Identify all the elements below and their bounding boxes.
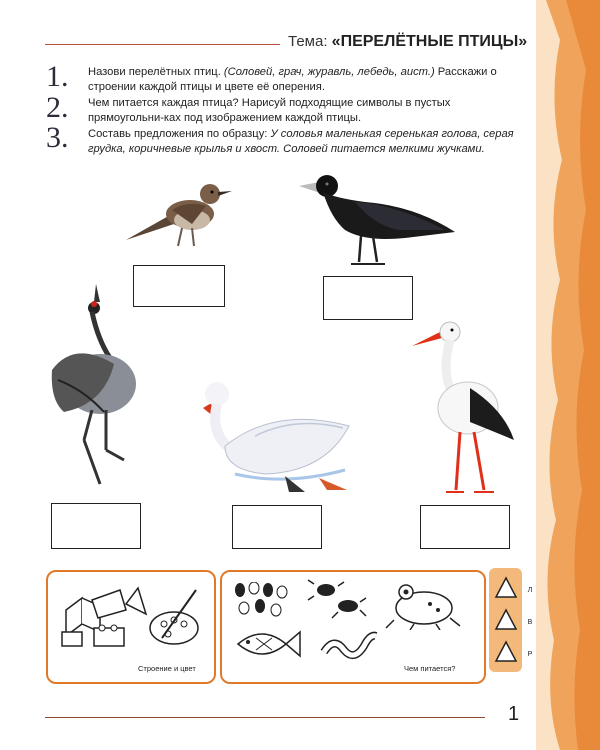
task-text-1 [88, 65, 528, 95]
frog-icon [384, 580, 462, 630]
topic-label: Тема: [288, 33, 328, 50]
structure-color-panel [46, 570, 216, 684]
worm-icon [320, 626, 380, 662]
triangle-v [494, 608, 533, 632]
task-number-2: 2. [46, 91, 69, 124]
task-number-3: 3. [46, 121, 69, 154]
task-1-part-a: Назови перелётных птиц. [88, 66, 224, 78]
task-number-1: 1. [46, 60, 69, 93]
answer-box-swan[interactable] [232, 505, 322, 549]
answer-box-rook[interactable] [323, 276, 413, 320]
rook-icon [295, 172, 460, 268]
triangle-letter-l: Л [527, 587, 533, 594]
crane-icon [44, 280, 150, 490]
task-text-2 [88, 96, 528, 126]
triangle-icon [494, 608, 518, 632]
page-title [288, 33, 527, 51]
sound-triangles [489, 568, 533, 672]
task-1-part-b: Расскажи о строении каждой птицы и цвете её оперения. [88, 66, 497, 93]
answer-box-crane[interactable] [51, 503, 141, 549]
triangle-r [494, 640, 533, 664]
task-1-italic: (Соловей, грач, журавль, лебедь, аист.) [223, 66, 435, 78]
triangle-icon [494, 640, 518, 664]
structure-color-caption: Строение и цвет [138, 664, 196, 673]
header-rule [45, 44, 280, 45]
paint-palette-icon [146, 588, 206, 650]
stork-icon [410, 318, 520, 498]
food-panel [220, 570, 486, 684]
page-number: 1 [508, 703, 520, 725]
task-text-3 [88, 127, 528, 157]
triangle-letter-r: Р [527, 651, 533, 658]
seeds-icon [232, 582, 294, 618]
task-3-italic: У соловья маленькая серенькая голова, серая грудка, коричневые крылья и хвост. Соловей питается мелкими жучками. [88, 128, 514, 155]
fish-icon [232, 624, 302, 662]
nightingale-icon [122, 172, 234, 252]
decorative-stripe [536, 0, 600, 750]
beetle-icon [304, 578, 368, 620]
task-3-part-a: Составь предложения по образцу: [88, 128, 271, 140]
food-caption: Чем питается? [404, 664, 456, 673]
task-2-part-a: Чем питается каждая птица? Нарисуй подходящие символы в пустых прямоугольни-ках под изображением каждой птицы. [88, 97, 451, 124]
triangle-icon [494, 576, 518, 600]
answer-box-stork[interactable] [420, 505, 510, 549]
swan-icon [195, 366, 355, 496]
footer-rule [45, 717, 485, 718]
triangle-l [494, 576, 533, 600]
topic-title: «ПЕРЕЛЁТНЫЕ ПТИЦЫ» [331, 33, 528, 50]
triangle-letter-v: В [527, 619, 533, 626]
